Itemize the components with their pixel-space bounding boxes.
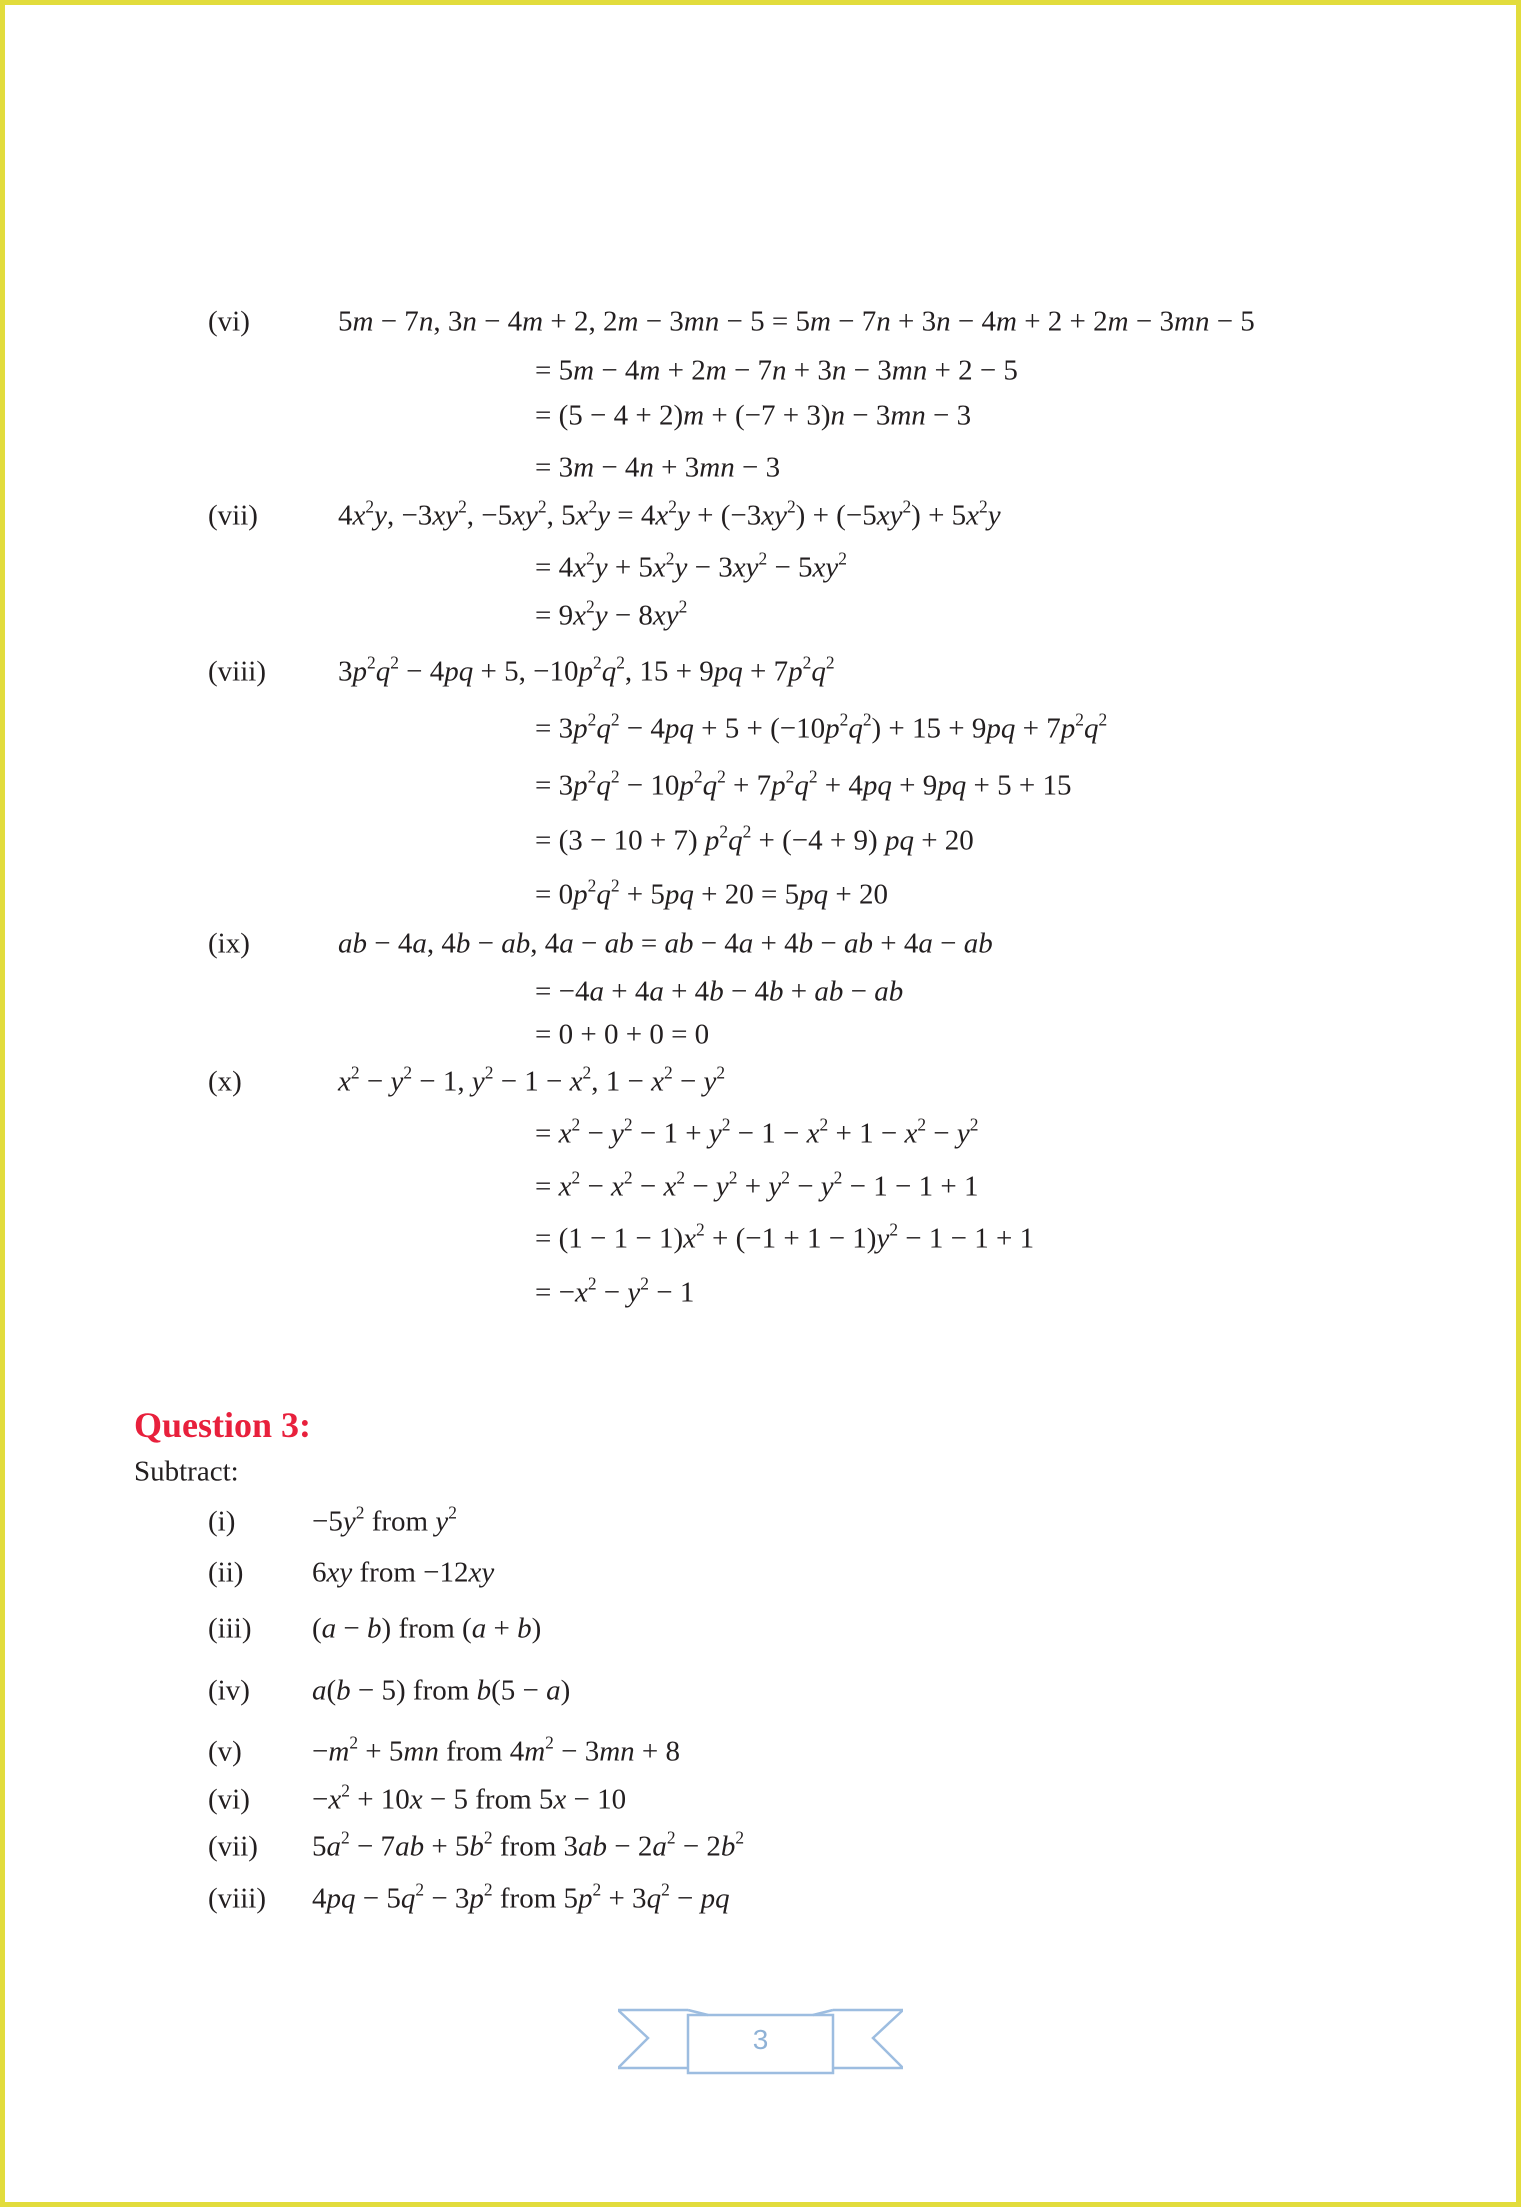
solution-label: (vii) — [208, 499, 258, 532]
solution-line: = (5 − 4 + 2)m + (−7 + 3)n − 3mn − 3 — [535, 399, 972, 432]
question-item: (a − b) from (a + b) — [312, 1612, 542, 1645]
solution-line: = 0 + 0 + 0 = 0 — [535, 1018, 710, 1051]
item-label: (vii) — [208, 1830, 258, 1863]
item-label: (iii) — [208, 1612, 252, 1645]
page-number: 3 — [752, 2024, 769, 2055]
solution-line: = $-x^2 - y^2 - 1$ — [535, 1273, 695, 1309]
solution-line: = $0p^2q^2 + 5pq + 20 = 5pq + 20$ — [535, 875, 888, 911]
solution-line: = (3 − 10 + 7) $p^2q^2 + (-4 + 9)$ pq + 20 — [535, 821, 974, 857]
question-item: $-x^2 + 10x - 5$ from 5x − 10 — [312, 1780, 627, 1816]
solution-line: = −4a + 4a + 4b − 4b + ab − ab — [535, 975, 904, 1008]
solution-line: = $4x^2y + 5x^2y - 3xy^2 - 5xy^2$ — [535, 548, 847, 584]
question-item: $-m^2 + 5mn$ from $4m^2 - 3mn + 8$ — [312, 1732, 681, 1768]
solution-line: = $9x^2y - 8xy^2$ — [535, 596, 688, 632]
item-label: (i) — [208, 1505, 236, 1538]
question-heading: Question 3: — [134, 1405, 312, 1445]
solution-line: = $x^2 - x^2 - x^2 - y^2 + y^2 - y^2 - 1 - 1 + 1$ — [535, 1167, 979, 1203]
solution-line: $x^2 - y^2 - 1$, $y^2 - 1 - x^2$, $1 - x^2 - y^2$ — [338, 1062, 726, 1098]
item-label: (viii) — [208, 1882, 266, 1915]
solution-line: = $3p^2q^2 - 4pq + 5 + (-10p^2q^2) + 15 + 9pq + 7p^2q^2$ — [535, 709, 1108, 745]
solution-line: ab − 4a, 4b − ab, 4a − ab = ab − 4a + 4b − ab + 4a − ab — [338, 927, 993, 960]
solution-line: $4x^2y$, $-3xy^2$, $-5xy^2$, $5x^2y = 4x^2y + (-3xy^2) + (-5xy^2) + 5x^2y$ — [338, 496, 1001, 532]
solution-label: (vi) — [208, 305, 250, 338]
item-label: (v) — [208, 1735, 242, 1768]
question-instruction: Subtract: — [134, 1455, 239, 1488]
item-label: (ii) — [208, 1556, 244, 1589]
question-item: $5a^2 - 7ab + 5b^2$ from $3ab - 2a^2 - 2b^2$ — [312, 1827, 745, 1863]
item-label: (vi) — [208, 1783, 250, 1816]
solution-line: = 3m − 4n + 3mn − 3 — [535, 451, 781, 484]
solution-line: = 5m − 4m + 2m − 7n + 3n − 3mn + 2 − 5 — [535, 354, 1018, 387]
solution-line: 5m − 7n, 3n − 4m + 2, 2m − 3mn − 5 = 5m − 7n + 3n − 4m + 2 + 2m − 3mn − 5 — [338, 305, 1255, 338]
solution-line: = $3p^2q^2 - 10p^2q^2 + 7p^2q^2 + 4pq + 9pq + 5 + 15$ — [535, 766, 1072, 802]
solution-line: = $x^2 - y^2 - 1 + y^2 - 1 - x^2 + 1 - x^2 - y^2$ — [535, 1114, 979, 1150]
question-item: $4pq - 5q^2 - 3p^2$ from $5p^2 + 3q^2$ − pq — [312, 1879, 730, 1915]
page-number-ribbon — [618, 1990, 903, 2090]
question-item: $-5y^2$ from $y^2$ — [312, 1502, 457, 1538]
item-label: (iv) — [208, 1674, 250, 1707]
solution-label: (ix) — [208, 927, 250, 960]
question-item: a(b − 5) from b(5 − a) — [312, 1674, 571, 1707]
solution-label: (x) — [208, 1065, 242, 1098]
solution-line: $3p^2q^2 - 4pq + 5$, $-10p^2q^2$, $15 + 9pq + 7p^2q^2$ — [338, 652, 835, 688]
question-item: 6xy from −12xy — [312, 1556, 495, 1589]
solution-label: (viii) — [208, 655, 266, 688]
solution-line: = $(1 - 1 - 1)x^2 + (-1 + 1 - 1)y^2 - 1 - 1 + 1$ — [535, 1219, 1035, 1255]
